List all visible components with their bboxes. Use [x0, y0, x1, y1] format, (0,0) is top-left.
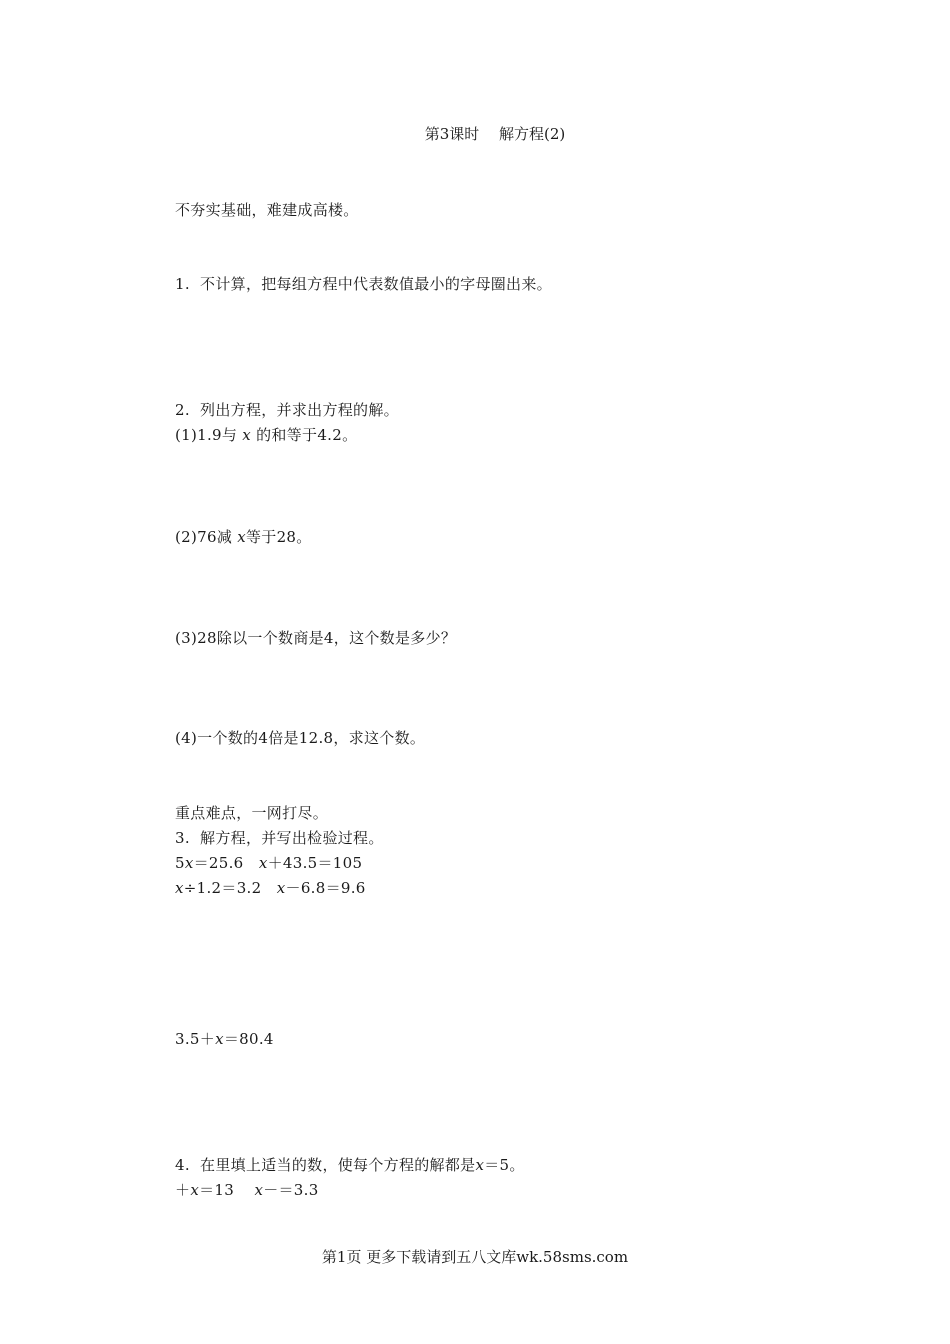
section-heading-key-points: 重点难点，一网打尽。 — [175, 804, 329, 822]
question-3-row-2 — [175, 878, 366, 898]
text: ＋43.5＝105 — [267, 854, 363, 872]
question-4-heading — [175, 1155, 525, 1175]
text: ＝5。 — [484, 1156, 525, 1174]
variable-x: x — [276, 879, 286, 897]
question-3-row-1 — [175, 853, 362, 873]
variable-x: x — [237, 528, 246, 546]
variable-x: x — [475, 1156, 485, 1174]
text: ÷1.2＝3.2 — [183, 879, 277, 897]
text: ＝80.4 — [223, 1030, 274, 1048]
text: 的和等于4.2。 — [256, 426, 358, 444]
variable-x: x — [190, 1181, 200, 1199]
question-3-row-3 — [175, 1029, 274, 1049]
question-1: 1. 不计算，把每组方程中代表数值最小的字母圈出来。 — [175, 275, 552, 293]
variable-x: x — [254, 1181, 264, 1199]
question-2-part-2 — [175, 527, 312, 547]
page-footer: 第1页 更多下载请到五八文库wk.58sms.com — [321, 1248, 629, 1266]
text: 4. 在里填上适当的数，使每个方程的解都是 — [175, 1156, 476, 1174]
variable-x: x — [258, 854, 268, 872]
text: 等于28。 — [245, 528, 312, 546]
text: －＝3.3 — [263, 1181, 319, 1199]
text: 3.5＋ — [175, 1030, 216, 1048]
variable-x: x — [184, 854, 194, 872]
question-4-row — [175, 1180, 319, 1200]
text: －6.8＝9.6 — [285, 879, 366, 897]
page-title: 第3课时 解方程(2) — [424, 125, 566, 143]
question-2-part-3: (3)28除以一个数商是4，这个数是多少？ — [175, 629, 457, 647]
variable-x: x — [242, 426, 252, 444]
question-2-part-4: (4)一个数的4倍是12.8，求这个数。 — [175, 729, 426, 747]
variable-x: x — [215, 1030, 224, 1048]
text: ＝25.6 — [193, 854, 259, 872]
text: ＋ — [175, 1181, 191, 1199]
section-heading-basics: 不夯实基础，难建成高楼。 — [175, 201, 359, 219]
text: (2)76减 — [175, 528, 233, 546]
text: 5 — [175, 854, 185, 872]
text: ＝13 — [199, 1181, 255, 1199]
question-2-part-1 — [175, 425, 357, 445]
question-3-heading: 3. 解方程，并写出检验过程。 — [175, 829, 384, 847]
variable-x: x — [175, 879, 184, 897]
question-2-heading: 2. 列出方程，并求出方程的解。 — [175, 401, 399, 419]
text: (1)1.9与 — [175, 426, 238, 444]
